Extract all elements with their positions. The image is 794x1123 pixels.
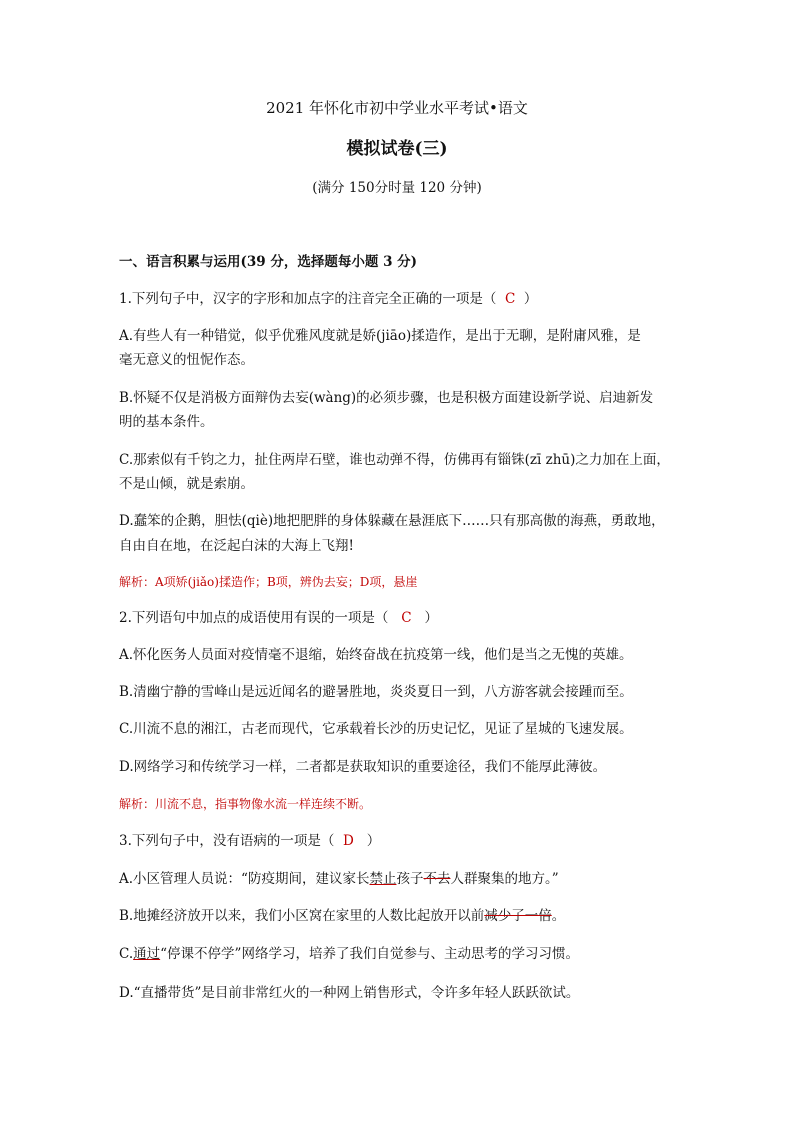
q1-option-c: C.那索似有千钧之力，扯住两岸石壁，谁也动弹不得，仿佛再有锱铢(zī zhū)之力加在上面， [119,452,670,468]
q3-option-c [119,944,579,964]
q2-option-c: C.川流不息的湘江，古老而现代，它承载着长沙的历史记忆，见证了星城的飞速发展。 [119,721,633,737]
q1-option-d: D.蠢笨的企鹅，胆怯(qiè)地把肥胖的身体躲藏在悬涯底下……只有那高傲的海燕，勇敢地， [119,513,665,529]
paper-title: 模拟试卷(三) [346,139,448,159]
q2-option-b: B.清幽宁静的雪峰山是远近闻名的避暑胜地，炎炎夏日一到，八方游客就会接踵而至。 [119,684,633,700]
q2-explanation: 解析：川流不息，指事物像水流一样连续不断。 [119,797,372,811]
q3-a-underlined: 禁止 [369,871,397,887]
q3-b-post: 。 [551,908,566,924]
q1-option-a: A.有些人有一种错觉，似乎优雅风度就是娇(jiāo)揉造作，是出于无聊，是附庸风雅，是 [119,328,641,344]
q3-stem-close: ） [366,833,381,849]
q3-stem-text: 3.下列句子中，没有语病的一项是（ [119,833,335,849]
q2-option-a: A.怀化医务人员面对疫情毫不退缩，始终奋战在抗疫第一线，他们是当之无愧的英雄。 [119,647,633,663]
q2-stem [119,608,438,628]
exam-meta: (满分 150分时量 120 分钟) [312,180,482,196]
q1-stem-text: 1.下列句子中，汉字的字形和加点字的注音完全正确的一项是（ [119,291,497,307]
q2-option-d: D.网络学习和传统学习一样，二者都是获取知识的重要途径，我们不能厚此薄彼。 [119,759,607,775]
q3-c-pre: C. [119,946,134,962]
q3-option-b [119,906,565,926]
q3-a-post: 人群聚集的地方。” [450,871,559,887]
q2-stem-text: 2.下列语句中加点的成语使用有误的一项是（ [119,610,389,626]
section-heading: 一、语言积累与运用(39 分，选择题每小题 3 分) [119,254,418,270]
q3-c-post: “停课不停学”网络学习，培养了我们自觉参与、主动思考的学习习惯。 [160,946,579,962]
q3-b-pre: B.地摊经济放开以来，我们小区窝在家里的人数比起放开以前 [119,908,485,924]
q1-option-b: B.怀疑不仅是消极方面辩伪去妄(wàng)的必须步骤，也是积极方面建设新学说、启迪新发 [119,390,654,406]
q1-option-c-cont: 不是山倾，就是索崩。 [119,476,254,492]
q2-answer: C [401,610,412,626]
q3-answer: D [342,833,354,849]
q1-stem-close: ） [523,291,538,307]
q2-stem-close: ） [424,610,438,626]
q1-option-a-cont: 毫无意义的忸怩作态。 [119,352,254,368]
q1-stem [119,289,537,309]
q3-a-struck: 不去 [423,871,451,887]
q3-stem [119,831,380,851]
q1-answer: C [504,291,516,307]
q3-c-underlined: 通过 [133,946,161,962]
q3-b-struck: 减少了一倍 [484,908,552,924]
q3-a-pre: A.小区管理人员说：“防疫期间，建议家长 [119,871,370,887]
q1-explanation: 解析：A项矫(jiǎo)揉造作；B项，辨伪去妄；D项，悬崖 [119,575,418,589]
exam-title: 2021 年怀化市初中学业水平考试•语文 [266,99,528,117]
q3-option-d: D.“直播带货”是目前非常红火的一种网上销售形式，令许多年轻人跃跃欲试。 [119,985,580,1001]
q3-a-mid: 孩子 [396,871,424,887]
q1-option-b-cont: 明的基本条件。 [119,414,214,430]
q3-option-a [119,869,559,889]
q1-option-d-cont: 自由自在地，在泛起白沫的大海上飞翔! [119,538,354,554]
